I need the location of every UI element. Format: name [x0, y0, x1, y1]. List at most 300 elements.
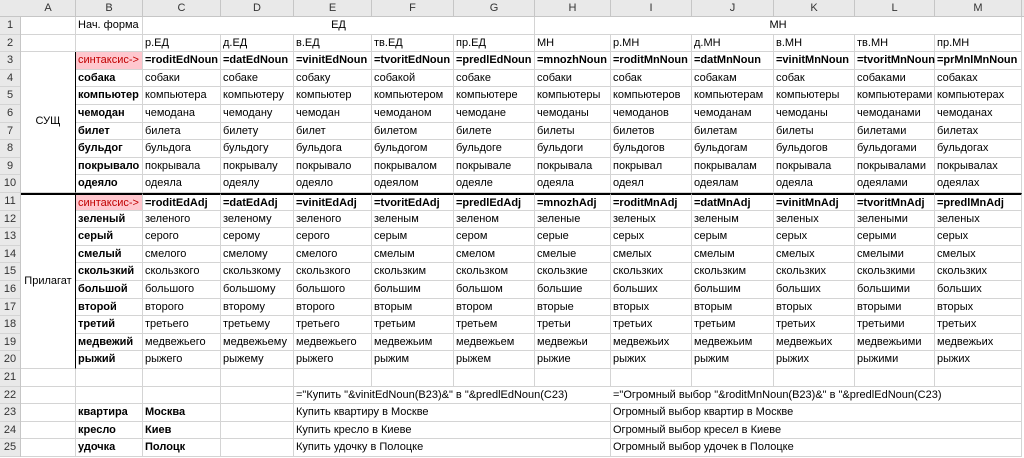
noun-form-cell[interactable]: бульдогом	[372, 140, 454, 158]
case-header[interactable]: д.ЕД	[221, 35, 294, 53]
adj-base-form[interactable]: медвежий	[76, 334, 143, 352]
adj-form-cell[interactable]: третьем	[454, 316, 535, 334]
noun-formula-cell[interactable]: =mnozhNoun	[535, 52, 611, 70]
empty-cell[interactable]	[21, 422, 76, 440]
adj-form-cell[interactable]: смелом	[454, 246, 535, 264]
adj-form-cell[interactable]: медвежьего	[294, 334, 372, 352]
noun-form-cell[interactable]: билеты	[535, 123, 611, 141]
example-buy-result[interactable]: Купить удочку в Полоцке	[294, 439, 611, 457]
noun-base-form[interactable]: одеяло	[76, 175, 143, 193]
row-header-14[interactable]: 14	[0, 246, 20, 264]
adj-form-cell[interactable]: большими	[855, 281, 935, 299]
noun-form-cell[interactable]: бульдоге	[454, 140, 535, 158]
adj-form-cell[interactable]: зеленых	[611, 211, 692, 229]
noun-form-cell[interactable]: собаку	[294, 70, 372, 88]
adj-base-form[interactable]: серый	[76, 228, 143, 246]
row-header-24[interactable]: 24	[0, 422, 20, 440]
noun-form-cell[interactable]: покрывале	[454, 158, 535, 176]
noun-form-cell[interactable]: билетом	[372, 123, 454, 141]
noun-form-cell[interactable]: билеты	[774, 123, 855, 141]
noun-formula-cell[interactable]: =datEdNoun	[221, 52, 294, 70]
noun-form-cell[interactable]: одеяла	[535, 175, 611, 193]
noun-formula-cell[interactable]: =roditEdNoun	[143, 52, 221, 70]
noun-formula-cell[interactable]: =tvoritEdNoun	[372, 52, 454, 70]
row-header-25[interactable]: 25	[0, 439, 20, 457]
noun-form-cell[interactable]: покрывала	[774, 158, 855, 176]
adj-form-cell[interactable]: больших	[774, 281, 855, 299]
noun-form-cell[interactable]: покрывалом	[372, 158, 454, 176]
noun-base-form[interactable]: компьютер	[76, 87, 143, 105]
case-header[interactable]: пр.ЕД	[454, 35, 535, 53]
adj-form-cell[interactable]: больших	[611, 281, 692, 299]
adj-form-cell[interactable]: третьих	[611, 316, 692, 334]
example-object[interactable]: кресло	[76, 422, 143, 440]
adj-form-cell[interactable]: смелым	[692, 246, 774, 264]
noun-form-cell[interactable]: покрывало	[294, 158, 372, 176]
example-city[interactable]: Полоцк	[143, 439, 221, 457]
empty-cell[interactable]	[143, 369, 221, 387]
row-header-7[interactable]: 7	[0, 123, 20, 141]
case-header[interactable]: МН	[535, 35, 611, 53]
noun-form-cell[interactable]: компьютером	[372, 87, 454, 105]
row-header-15[interactable]: 15	[0, 263, 20, 281]
empty-cell[interactable]	[294, 369, 372, 387]
adj-form-cell[interactable]: рыжими	[855, 351, 935, 369]
empty-cell[interactable]	[76, 35, 143, 53]
row-header-5[interactable]: 5	[0, 87, 20, 105]
adj-form-cell[interactable]: смелого	[143, 246, 221, 264]
adj-form-cell[interactable]: скользким	[692, 263, 774, 281]
adj-form-cell[interactable]: медвежьем	[454, 334, 535, 352]
noun-base-form[interactable]: чемодан	[76, 105, 143, 123]
adj-form-cell[interactable]: большим	[692, 281, 774, 299]
noun-base-form[interactable]: собака	[76, 70, 143, 88]
noun-form-cell[interactable]: компьютеров	[611, 87, 692, 105]
noun-form-cell[interactable]: компьютеры	[774, 87, 855, 105]
adj-form-cell[interactable]: зеленым	[692, 211, 774, 229]
adj-form-cell[interactable]: смелых	[611, 246, 692, 264]
row-header-4[interactable]: 4	[0, 70, 20, 88]
header-initial-form[interactable]: Нач. форма	[76, 17, 143, 35]
adj-form-cell[interactable]: серым	[692, 228, 774, 246]
row-header-23[interactable]: 23	[0, 404, 20, 422]
noun-form-cell[interactable]: собаки	[143, 70, 221, 88]
adj-form-cell[interactable]: смелым	[372, 246, 454, 264]
adj-form-cell[interactable]: скользком	[454, 263, 535, 281]
empty-cell[interactable]	[692, 369, 774, 387]
case-header[interactable]: в.ЕД	[294, 35, 372, 53]
example-object[interactable]: квартира	[76, 404, 143, 422]
empty-cell[interactable]	[221, 439, 294, 457]
row-header-12[interactable]: 12	[0, 211, 20, 229]
row-header-3[interactable]: 3	[0, 52, 20, 70]
adj-form-cell[interactable]: скользких	[935, 263, 1022, 281]
adj-form-cell[interactable]: зеленому	[221, 211, 294, 229]
empty-cell[interactable]	[21, 369, 76, 387]
adj-formula-cell[interactable]: =roditEdAdj	[143, 193, 221, 211]
noun-form-cell[interactable]: одеяла	[143, 175, 221, 193]
adj-form-cell[interactable]: медвежьему	[221, 334, 294, 352]
adj-formula-cell[interactable]: =predlEdAdj	[454, 193, 535, 211]
adj-formula-cell[interactable]: =tvoritMnAdj	[855, 193, 935, 211]
row-header-17[interactable]: 17	[0, 299, 20, 317]
case-header[interactable]: в.МН	[774, 35, 855, 53]
noun-form-cell[interactable]: чемодану	[221, 105, 294, 123]
adj-form-cell[interactable]: серых	[611, 228, 692, 246]
adj-form-cell[interactable]: серому	[221, 228, 294, 246]
noun-form-cell[interactable]: бульдогами	[855, 140, 935, 158]
adj-form-cell[interactable]: смелые	[535, 246, 611, 264]
adj-form-cell[interactable]: зеленых	[935, 211, 1022, 229]
category-label-adjective[interactable]: Прилагат	[21, 193, 76, 369]
row-header-2[interactable]: 2	[0, 35, 20, 53]
noun-form-cell[interactable]: компьютерами	[855, 87, 935, 105]
adj-form-cell[interactable]: большие	[535, 281, 611, 299]
noun-form-cell[interactable]: билетов	[611, 123, 692, 141]
group-header-singular[interactable]: ЕД	[143, 17, 535, 35]
column-header-d[interactable]: D	[221, 0, 294, 16]
adj-form-cell[interactable]: третьему	[221, 316, 294, 334]
case-header[interactable]: тв.ЕД	[372, 35, 454, 53]
noun-form-cell[interactable]: одеялах	[935, 175, 1022, 193]
noun-form-cell[interactable]: билету	[221, 123, 294, 141]
adj-form-cell[interactable]: серого	[294, 228, 372, 246]
noun-form-cell[interactable]: чемодана	[143, 105, 221, 123]
noun-form-cell[interactable]: собаки	[535, 70, 611, 88]
empty-cell[interactable]	[221, 422, 294, 440]
adj-form-cell[interactable]: втором	[454, 299, 535, 317]
noun-form-cell[interactable]: бульдога	[294, 140, 372, 158]
case-header[interactable]: пр.МН	[935, 35, 1022, 53]
noun-form-cell[interactable]: собаками	[855, 70, 935, 88]
noun-form-cell[interactable]: покрывалах	[935, 158, 1022, 176]
noun-form-cell[interactable]: чемодан	[294, 105, 372, 123]
adj-form-cell[interactable]: медвежьим	[372, 334, 454, 352]
noun-form-cell[interactable]: бульдоги	[535, 140, 611, 158]
row-header-19[interactable]: 19	[0, 334, 20, 352]
adj-form-cell[interactable]: скользкому	[221, 263, 294, 281]
noun-base-form[interactable]: билет	[76, 123, 143, 141]
adj-form-cell[interactable]: сером	[454, 228, 535, 246]
adj-form-cell[interactable]: рыжему	[221, 351, 294, 369]
column-header-a[interactable]: A	[21, 0, 76, 16]
adj-formula-cell[interactable]: =vinitEdAdj	[294, 193, 372, 211]
noun-form-cell[interactable]: компьютера	[143, 87, 221, 105]
adj-form-cell[interactable]: вторым	[372, 299, 454, 317]
adj-base-form[interactable]: большой	[76, 281, 143, 299]
noun-form-cell[interactable]: билетами	[855, 123, 935, 141]
noun-form-cell[interactable]: одеяла	[774, 175, 855, 193]
adj-formula-cell[interactable]: =vinitMnAdj	[774, 193, 855, 211]
adj-form-cell[interactable]: рыжих	[774, 351, 855, 369]
empty-cell[interactable]	[454, 369, 535, 387]
empty-cell[interactable]	[774, 369, 855, 387]
syntax-label[interactable]: синтаксис->	[76, 193, 143, 211]
empty-cell[interactable]	[76, 387, 143, 405]
group-header-plural[interactable]: МН	[535, 17, 1022, 35]
adj-form-cell[interactable]: медвежьих	[774, 334, 855, 352]
adj-form-cell[interactable]: зеленого	[143, 211, 221, 229]
category-label-noun[interactable]: СУЩ	[21, 52, 76, 193]
adj-formula-cell[interactable]: =tvoritEdAdj	[372, 193, 454, 211]
adj-form-cell[interactable]: рыжих	[611, 351, 692, 369]
noun-form-cell[interactable]: собаке	[454, 70, 535, 88]
row-header-8[interactable]: 8	[0, 140, 20, 158]
empty-cell[interactable]	[935, 369, 1022, 387]
adj-form-cell[interactable]: второго	[143, 299, 221, 317]
adj-form-cell[interactable]: третьим	[692, 316, 774, 334]
column-header-i[interactable]: I	[611, 0, 692, 16]
row-header-20[interactable]: 20	[0, 351, 20, 369]
formula-choice[interactable]: ="Огромный выбор "&roditMnNoun(B23)&" в "&predlEdNoun(C23)	[611, 387, 1022, 405]
row-header-11[interactable]: 11	[0, 193, 20, 211]
adj-formula-cell[interactable]: =mnozhAdj	[535, 193, 611, 211]
adj-base-form[interactable]: смелый	[76, 246, 143, 264]
noun-form-cell[interactable]: покрывала	[143, 158, 221, 176]
empty-cell[interactable]	[221, 387, 294, 405]
row-header-22[interactable]: 22	[0, 387, 20, 405]
adj-form-cell[interactable]: скользкого	[294, 263, 372, 281]
adj-base-form[interactable]: скользкий	[76, 263, 143, 281]
empty-cell[interactable]	[21, 17, 76, 35]
noun-form-cell[interactable]: компьютер	[294, 87, 372, 105]
formula-buy[interactable]: ="Купить "&vinitEdNoun(B23)&" в "&predlEdNoun(C23)	[294, 387, 611, 405]
noun-base-form[interactable]: бульдог	[76, 140, 143, 158]
row-header-21[interactable]: 21	[0, 369, 20, 387]
empty-cell[interactable]	[21, 35, 76, 53]
noun-form-cell[interactable]: бульдогов	[774, 140, 855, 158]
empty-cell[interactable]	[143, 387, 221, 405]
noun-form-cell[interactable]: покрывалу	[221, 158, 294, 176]
adj-base-form[interactable]: рыжий	[76, 351, 143, 369]
adj-form-cell[interactable]: медвежьим	[692, 334, 774, 352]
noun-formula-cell[interactable]: =roditMnNoun	[611, 52, 692, 70]
adj-form-cell[interactable]: вторых	[935, 299, 1022, 317]
adj-form-cell[interactable]: зеленом	[454, 211, 535, 229]
adj-form-cell[interactable]: большого	[143, 281, 221, 299]
example-city[interactable]: Киев	[143, 422, 221, 440]
noun-form-cell[interactable]: одеял	[611, 175, 692, 193]
adj-form-cell[interactable]: большому	[221, 281, 294, 299]
adj-form-cell[interactable]: серыми	[855, 228, 935, 246]
adj-form-cell[interactable]: второму	[221, 299, 294, 317]
empty-cell[interactable]	[76, 369, 143, 387]
noun-formula-cell[interactable]: =vinitMnNoun	[774, 52, 855, 70]
noun-form-cell[interactable]: билетах	[935, 123, 1022, 141]
noun-form-cell[interactable]: одеяло	[294, 175, 372, 193]
column-header-e[interactable]: E	[294, 0, 372, 16]
adj-form-cell[interactable]: рыжие	[535, 351, 611, 369]
noun-form-cell[interactable]: компьютеру	[221, 87, 294, 105]
noun-formula-cell[interactable]: =vinitEdNoun	[294, 52, 372, 70]
adj-form-cell[interactable]: медвежьих	[611, 334, 692, 352]
noun-form-cell[interactable]: билете	[454, 123, 535, 141]
adj-form-cell[interactable]: рыжим	[692, 351, 774, 369]
adj-form-cell[interactable]: скользкие	[535, 263, 611, 281]
adj-form-cell[interactable]: скользких	[774, 263, 855, 281]
example-choice-result[interactable]: Огромный выбор квартир в Москве	[611, 404, 1022, 422]
example-buy-result[interactable]: Купить кресло в Киеве	[294, 422, 611, 440]
case-header[interactable]: тв.МН	[855, 35, 935, 53]
noun-form-cell[interactable]: покрывалам	[692, 158, 774, 176]
column-header-b[interactable]: B	[76, 0, 143, 16]
noun-form-cell[interactable]: покрывала	[535, 158, 611, 176]
adj-form-cell[interactable]: рыжих	[935, 351, 1022, 369]
case-header[interactable]: д.МН	[692, 35, 774, 53]
noun-form-cell[interactable]: билета	[143, 123, 221, 141]
adj-form-cell[interactable]: вторым	[692, 299, 774, 317]
noun-base-form[interactable]: покрывало	[76, 158, 143, 176]
adj-form-cell[interactable]: большого	[294, 281, 372, 299]
adj-form-cell[interactable]: смелому	[221, 246, 294, 264]
row-header-13[interactable]: 13	[0, 228, 20, 246]
adj-form-cell[interactable]: вторые	[535, 299, 611, 317]
noun-form-cell[interactable]: чемоданы	[774, 105, 855, 123]
adj-form-cell[interactable]: скользкого	[143, 263, 221, 281]
noun-form-cell[interactable]: одеяле	[454, 175, 535, 193]
adj-form-cell[interactable]: больших	[935, 281, 1022, 299]
adj-form-cell[interactable]: большим	[372, 281, 454, 299]
noun-formula-cell[interactable]: =datMnNoun	[692, 52, 774, 70]
empty-cell[interactable]	[21, 404, 76, 422]
empty-cell[interactable]	[372, 369, 454, 387]
adj-form-cell[interactable]: серые	[535, 228, 611, 246]
column-header-c[interactable]: C	[143, 0, 221, 16]
noun-form-cell[interactable]: чемоданам	[692, 105, 774, 123]
adj-form-cell[interactable]: зеленых	[774, 211, 855, 229]
noun-form-cell[interactable]: покрывал	[611, 158, 692, 176]
noun-form-cell[interactable]: одеялам	[692, 175, 774, 193]
adj-form-cell[interactable]: смелых	[935, 246, 1022, 264]
adj-form-cell[interactable]: рыжего	[294, 351, 372, 369]
adj-base-form[interactable]: зеленый	[76, 211, 143, 229]
adj-form-cell[interactable]: медвежьими	[855, 334, 935, 352]
adj-form-cell[interactable]: вторыми	[855, 299, 935, 317]
noun-form-cell[interactable]: бульдогам	[692, 140, 774, 158]
noun-form-cell[interactable]: билет	[294, 123, 372, 141]
adj-form-cell[interactable]: скользкими	[855, 263, 935, 281]
noun-form-cell[interactable]: билетам	[692, 123, 774, 141]
syntax-label[interactable]: синтаксис->	[76, 52, 143, 70]
column-header-g[interactable]: G	[454, 0, 535, 16]
adj-form-cell[interactable]: третьих	[935, 316, 1022, 334]
adj-form-cell[interactable]: третьих	[774, 316, 855, 334]
noun-formula-cell[interactable]: =predlEdNoun	[454, 52, 535, 70]
adj-form-cell[interactable]: скользким	[372, 263, 454, 281]
adj-form-cell[interactable]: большом	[454, 281, 535, 299]
case-header[interactable]: р.МН	[611, 35, 692, 53]
empty-cell[interactable]	[611, 369, 692, 387]
empty-cell[interactable]	[21, 387, 76, 405]
adj-form-cell[interactable]: зеленые	[535, 211, 611, 229]
adj-form-cell[interactable]: рыжем	[454, 351, 535, 369]
adj-form-cell[interactable]: вторых	[611, 299, 692, 317]
noun-form-cell[interactable]: компьютерам	[692, 87, 774, 105]
adj-formula-cell[interactable]: =roditMnAdj	[611, 193, 692, 211]
noun-form-cell[interactable]: собаке	[221, 70, 294, 88]
adj-formula-cell[interactable]: =datMnAdj	[692, 193, 774, 211]
empty-cell[interactable]	[221, 404, 294, 422]
adj-form-cell[interactable]: третьи	[535, 316, 611, 334]
example-city[interactable]: Москва	[143, 404, 221, 422]
example-buy-result[interactable]: Купить квартиру в Москве	[294, 404, 611, 422]
row-header-16[interactable]: 16	[0, 281, 20, 299]
row-header-6[interactable]: 6	[0, 105, 20, 123]
noun-form-cell[interactable]: компьютеры	[535, 87, 611, 105]
row-header-18[interactable]: 18	[0, 316, 20, 334]
empty-cell[interactable]	[21, 439, 76, 457]
noun-formula-cell[interactable]: =prMnlMnNoun	[935, 52, 1022, 70]
example-choice-result[interactable]: Огромный выбор кресел в Киеве	[611, 422, 1022, 440]
adj-form-cell[interactable]: рыжим	[372, 351, 454, 369]
row-header-9[interactable]: 9	[0, 158, 20, 176]
noun-form-cell[interactable]: одеялами	[855, 175, 935, 193]
adj-form-cell[interactable]: смелых	[774, 246, 855, 264]
noun-form-cell[interactable]: собакой	[372, 70, 454, 88]
noun-form-cell[interactable]: собак	[611, 70, 692, 88]
noun-form-cell[interactable]: бульдогу	[221, 140, 294, 158]
adj-form-cell[interactable]: третьего	[143, 316, 221, 334]
column-header-l[interactable]: L	[855, 0, 935, 16]
row-header-10[interactable]: 10	[0, 175, 20, 193]
adj-base-form[interactable]: второй	[76, 299, 143, 317]
adj-form-cell[interactable]: серых	[935, 228, 1022, 246]
noun-form-cell[interactable]: чемоданами	[855, 105, 935, 123]
noun-form-cell[interactable]: собаках	[935, 70, 1022, 88]
example-choice-result[interactable]: Огромный выбор удочек в Полоцке	[611, 439, 1022, 457]
noun-form-cell[interactable]: компьютерах	[935, 87, 1022, 105]
adj-formula-cell[interactable]: =datEdAdj	[221, 193, 294, 211]
column-header-h[interactable]: H	[535, 0, 611, 16]
case-header[interactable]: р.ЕД	[143, 35, 221, 53]
adj-form-cell[interactable]: скользких	[611, 263, 692, 281]
adj-form-cell[interactable]: третьим	[372, 316, 454, 334]
noun-form-cell[interactable]: чемоданов	[611, 105, 692, 123]
adj-form-cell[interactable]: медвежьи	[535, 334, 611, 352]
adj-form-cell[interactable]: серого	[143, 228, 221, 246]
column-header-m[interactable]: M	[935, 0, 1022, 16]
noun-formula-cell[interactable]: =tvoritMnNoun	[855, 52, 935, 70]
noun-form-cell[interactable]: чемоданах	[935, 105, 1022, 123]
row-header-1[interactable]: 1	[0, 17, 20, 35]
adj-form-cell[interactable]: третьего	[294, 316, 372, 334]
empty-cell[interactable]	[535, 369, 611, 387]
noun-form-cell[interactable]: покрывалами	[855, 158, 935, 176]
adj-form-cell[interactable]: зеленого	[294, 211, 372, 229]
column-header-k[interactable]: K	[774, 0, 855, 16]
adj-form-cell[interactable]: смелого	[294, 246, 372, 264]
noun-form-cell[interactable]: чемодане	[454, 105, 535, 123]
noun-form-cell[interactable]: собак	[774, 70, 855, 88]
column-header-j[interactable]: J	[692, 0, 774, 16]
adj-form-cell[interactable]: второго	[294, 299, 372, 317]
adj-form-cell[interactable]: серым	[372, 228, 454, 246]
empty-cell[interactable]	[855, 369, 935, 387]
adj-form-cell[interactable]: рыжего	[143, 351, 221, 369]
adj-form-cell[interactable]: серых	[774, 228, 855, 246]
noun-form-cell[interactable]: одеялу	[221, 175, 294, 193]
adj-form-cell[interactable]: вторых	[774, 299, 855, 317]
adj-formula-cell[interactable]: =predlMnAdj	[935, 193, 1022, 211]
empty-cell[interactable]	[221, 369, 294, 387]
noun-form-cell[interactable]: бульдогах	[935, 140, 1022, 158]
adj-form-cell[interactable]: медвежьего	[143, 334, 221, 352]
noun-form-cell[interactable]: чемоданы	[535, 105, 611, 123]
example-object[interactable]: удочка	[76, 439, 143, 457]
noun-form-cell[interactable]: компьютере	[454, 87, 535, 105]
noun-form-cell[interactable]: одеялом	[372, 175, 454, 193]
adj-form-cell[interactable]: медвежьих	[935, 334, 1022, 352]
